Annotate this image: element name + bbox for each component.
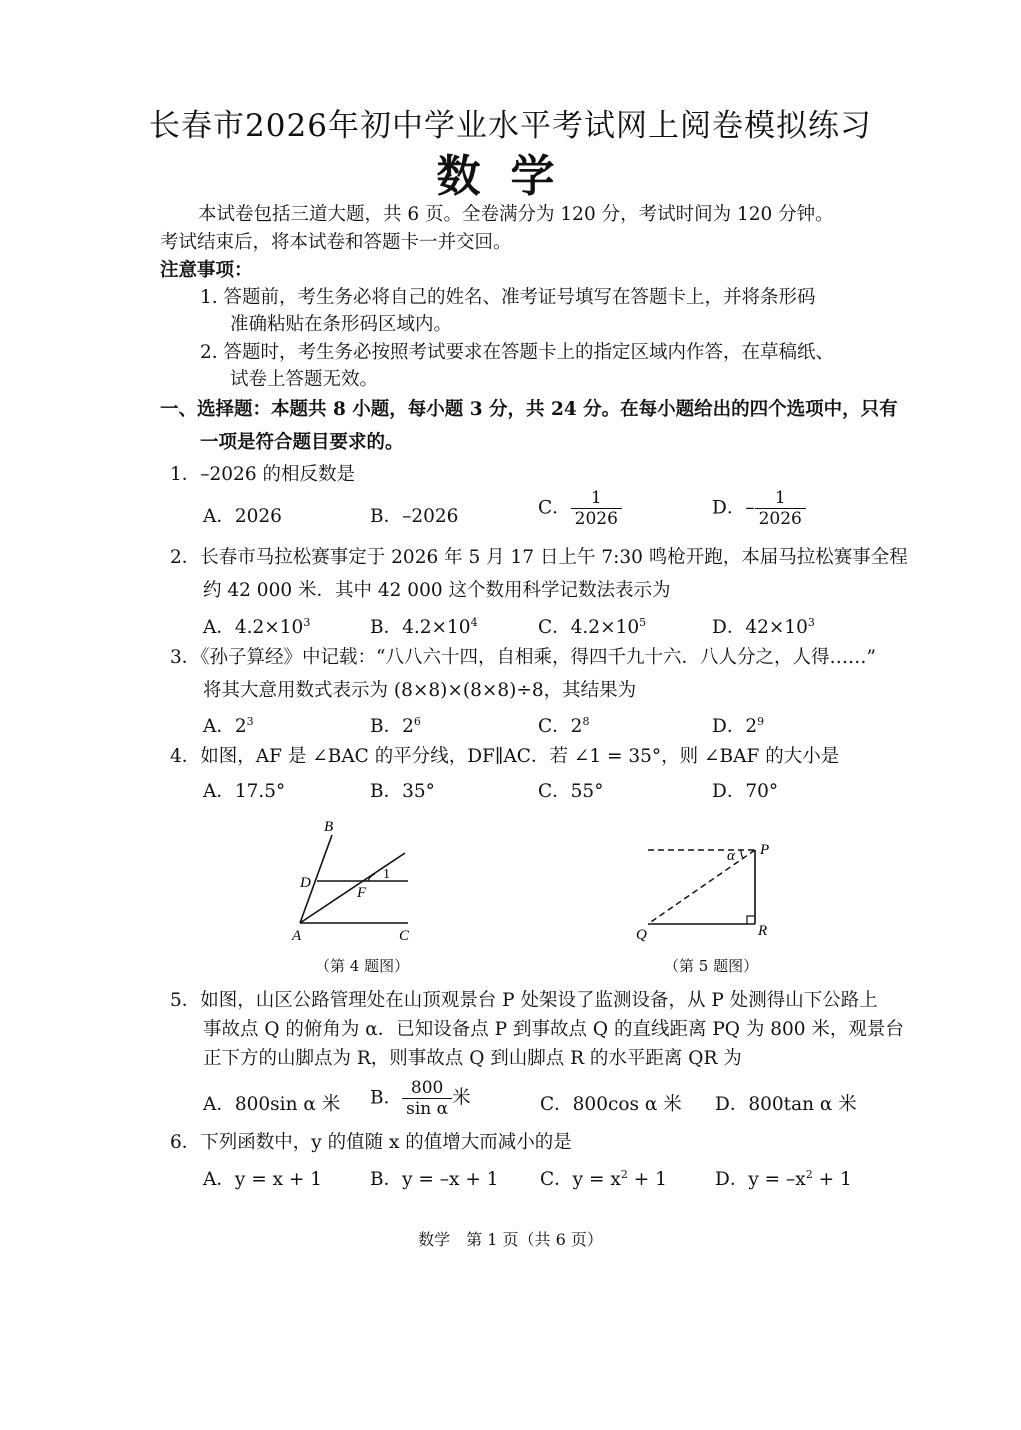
q3-d-exponent: 9 (757, 714, 765, 728)
q5-line-2: 事故点 Q 的俯角为 α．已知设备点 P 到事故点 Q 的直线距离 PQ 为 800 米，观景台 (203, 1019, 904, 1040)
q3-option-b (370, 712, 421, 738)
label-q: Q (636, 927, 647, 943)
q1-option-a: A．2026 (203, 506, 282, 527)
q2-line-2: 约 42 000 米．其中 42 000 这个数用科学记数法表示为 (203, 580, 671, 601)
q3-b-exponent: 6 (413, 714, 421, 728)
q5-b-numerator: 800 (410, 1078, 444, 1098)
q2-c-exponent: 5 (639, 615, 647, 629)
q2-option-a (203, 613, 310, 639)
q2-a-base: A．4.2×10 (203, 617, 304, 638)
q6-option-a: A．y = x + 1 (203, 1169, 323, 1190)
line-af (300, 853, 405, 923)
q2-a-exponent: 3 (303, 615, 311, 629)
q3-d-base: D．2 (712, 716, 758, 737)
q1-option-d (712, 488, 806, 529)
q1-d-numerator: 1 (774, 488, 786, 508)
q3-line-1: 3．《孙子算经》中记载：“八八六十四，自相乘，得四千九十六．八人分之，人得……” (170, 647, 876, 668)
note-2-line-2: 试卷上答题无效。 (230, 369, 379, 390)
q3-option-a (203, 712, 254, 738)
q6-stem: 6．下列函数中，y 的值随 x 的值增大而减小的是 (170, 1132, 572, 1153)
right-angle-mark (747, 916, 755, 924)
q5-line-3: 正下方的山脚点为 R，则事故点 Q 到山脚点 R 的水平距离 QR 为 (203, 1048, 742, 1069)
label-angle-1: 1 (383, 867, 390, 882)
q4-option-b: B．35° (370, 781, 435, 802)
q4-option-a: A．17.5° (203, 781, 286, 802)
figure-4-diagram (280, 815, 430, 945)
q4-option-d: D．70° (712, 781, 779, 802)
q3-c-base: C．2 (538, 716, 583, 737)
q6-d-tail: + 1 (812, 1169, 852, 1190)
line-pq-dashed (648, 850, 755, 924)
note-1-line-2: 准确粘贴在条形码区域内。 (230, 314, 453, 335)
q1-option-c-label: C． (538, 497, 571, 519)
q6-c-exponent: 2 (620, 1167, 628, 1181)
label-b: B (324, 819, 334, 835)
q1-option-d-label: D．– (712, 497, 755, 519)
q1-option-d-fraction (755, 488, 806, 529)
q2-line-1: 2．长春市马拉松赛事定于 2026 年 5 月 17 日上午 7:30 鸣枪开跑，本届马拉松赛事全程 (170, 547, 908, 568)
label-c: C (399, 928, 410, 944)
q2-d-exponent: 3 (807, 615, 815, 629)
label-p: P (760, 842, 770, 858)
label-r: R (758, 923, 768, 939)
q2-d-base: D．42×10 (712, 617, 808, 638)
q1-d-denominator: 2026 (755, 508, 806, 529)
q4-stem: 4．如图，AF 是 ∠BAC 的平分线，DF∥AC．若 ∠1 = 35°，则 ∠BAF 的大小是 (170, 746, 840, 767)
q3-option-d (712, 712, 764, 738)
q3-option-c (538, 712, 589, 738)
note-1-line-1: 1. 答题前，考生务必将自己的姓名、准考证号填写在答题卡上，并将条形码 (200, 287, 816, 308)
q5-option-a: A．800sin α 米 (203, 1094, 341, 1115)
q6-c-base: C．y = x (540, 1169, 621, 1190)
q3-b-base: B．2 (370, 716, 414, 737)
notes-heading: 注意事项： (160, 260, 253, 281)
q1-stem: 1．–2026 的相反数是 (170, 464, 355, 485)
q1-c-numerator: 1 (590, 488, 602, 508)
intro-line-2: 考试结束后，将本试卷和答题卡一并交回。 (160, 232, 512, 253)
q6-c-tail: + 1 (627, 1169, 667, 1190)
q5-option-b-fraction (402, 1078, 452, 1119)
figure-4-caption: （第 4 题图） (315, 957, 410, 975)
q6-option-b: B．y = –x + 1 (370, 1169, 499, 1190)
q5-option-b-unit: 米 (452, 1087, 471, 1109)
page-footer: 数学 第 1 页（共 6 页） (418, 1230, 603, 1249)
exam-title: 长春市2026年初中学业水平考试网上阅卷模拟练习 (149, 108, 872, 144)
label-f: F (357, 885, 367, 901)
q6-option-d (715, 1165, 852, 1191)
q3-c-exponent: 8 (582, 714, 590, 728)
q3-line-2: 将其大意用数式表示为 (8×8)×(8×8)÷8，其结果为 (203, 680, 637, 701)
subject-title: 数学 (436, 151, 585, 202)
q5-option-b (370, 1078, 471, 1119)
q6-d-exponent: 2 (805, 1167, 813, 1181)
q5-line-1: 5．如图，山区公路管理处在山顶观景台 P 处架设了监测设备，从 P 处测得山下公路上 (170, 990, 878, 1011)
figure-5-diagram (630, 835, 780, 945)
q6-d-base: D．y = –x (715, 1169, 806, 1190)
q2-b-exponent: 4 (470, 615, 478, 629)
q3-a-base: A．2 (203, 716, 247, 737)
label-alpha: α (727, 848, 735, 864)
q2-b-base: B．4.2×10 (370, 617, 471, 638)
figure-5-caption: （第 5 题图） (664, 957, 759, 975)
q4-option-c: C．55° (538, 781, 604, 802)
section-1-line-1: 一、选择题：本题共 8 小题，每小题 3 分，共 24 分。在每小题给出的四个选项中，只有 (160, 399, 898, 420)
angle-alpha-arc (741, 850, 743, 858)
q1-c-denominator: 2026 (571, 508, 622, 529)
q1-option-c (538, 488, 622, 529)
q2-option-d (712, 613, 815, 639)
q1-option-b: B．–2026 (370, 506, 459, 527)
section-1-line-2: 一项是符合题目要求的。 (200, 432, 404, 453)
q5-option-b-label: B． (370, 1087, 403, 1109)
q2-option-c (538, 613, 646, 639)
q2-c-base: C．4.2×10 (538, 617, 640, 638)
q5-option-c: C．800cos α 米 (540, 1094, 682, 1115)
label-d: D (300, 875, 311, 891)
q5-option-d: D．800tan α 米 (715, 1094, 857, 1115)
intro-line-1: 本试卷包括三道大题，共 6 页。全卷满分为 120 分，考试时间为 120 分钟。 (198, 204, 834, 225)
label-a: A (292, 928, 302, 944)
q1-option-c-fraction (571, 488, 622, 529)
note-2-line-1: 2. 答题时，考生务必按照考试要求在答题卡上的指定区域内作答，在草稿纸、 (200, 342, 835, 363)
q6-option-c (540, 1165, 667, 1191)
q5-b-denominator: sin α (402, 1098, 452, 1119)
q3-a-exponent: 3 (246, 714, 254, 728)
q2-option-b (370, 613, 478, 639)
